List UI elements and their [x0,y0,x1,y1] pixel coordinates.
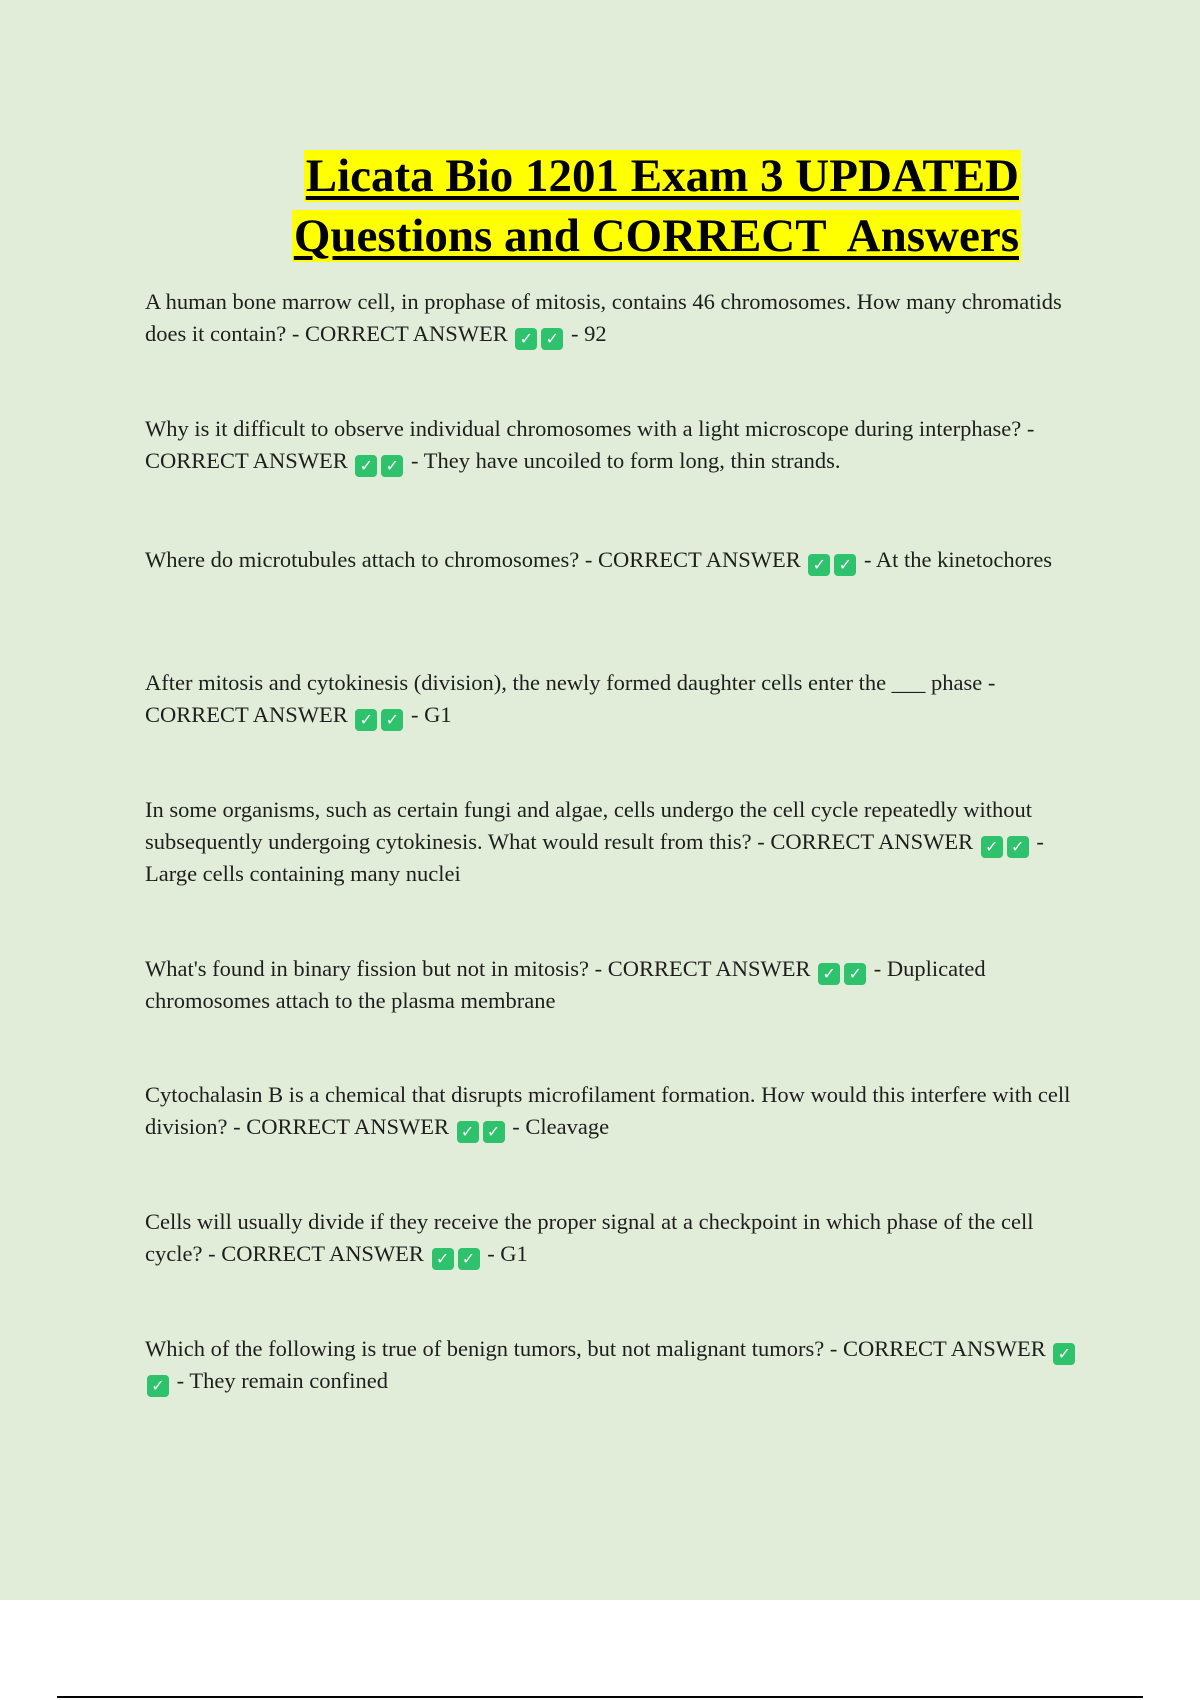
qa-item [145,286,1095,350]
answer-marker: - CORRECT ANSWER [291,321,508,346]
qa-item [145,413,1095,477]
check-icon: ✓ [483,1121,505,1143]
title-line-1: Licata Bio 1201 Exam 3 UPDATED [305,150,1019,202]
check-icon: ✓ [981,836,1003,858]
answer-marker: - CORRECT ANSWER [584,547,801,572]
answer-text: - They have uncoiled to form long, thin strands. [411,448,841,473]
check-icon: ✓ [355,455,377,477]
question-text: In some organisms, such as certain fungi and algae, cells undergo the cell cycle repeatedly without subsequently undergoing cytokinesis. What would result from this? [145,797,1033,854]
answer-text: - G1 [411,702,452,727]
check-icon: ✓ [844,963,866,985]
answer-marker: - CORRECT ANSWER [145,416,1035,473]
question-text: Cytochalasin B is a chemical that disrupts microfilament formation. How would this interfere with cell division? [145,1082,1071,1139]
check-icon: ✓ [355,709,377,731]
qa-item [145,667,1095,731]
footer-divider [57,1696,1143,1698]
check-icon: ✓ [1007,836,1029,858]
check-icon: ✓ [458,1248,480,1270]
answer-text: - Large cells containing many nuclei [145,829,1044,886]
qa-item [145,794,1095,890]
title-line-2: Questions and CORRECT Answers [293,210,1019,262]
qa-item [145,1079,1095,1143]
check-icon: ✓ [381,455,403,477]
check-icon: ✓ [808,554,830,576]
check-icon: ✓ [147,1375,169,1397]
answer-text: - They remain confined [176,1368,389,1393]
answer-marker: - CORRECT ANSWER [233,1114,449,1139]
answer-text: - G1 [487,1241,528,1266]
check-icon: ✓ [457,1121,479,1143]
answer-marker: - CORRECT ANSWER [594,956,811,981]
question-text: After mitosis and cytokinesis (division), the newly formed daughter cells enter the ___ phase [145,670,983,695]
check-icon: ✓ [432,1248,454,1270]
answer-text: - 92 [570,321,607,346]
question-text: Which of the following is true of benign tumors, but not malignant tumors? [145,1336,825,1361]
check-icon: ✓ [381,709,403,731]
answer-text: - Cleavage [512,1114,610,1139]
check-icon: ✓ [1053,1343,1075,1365]
answer-marker: - CORRECT ANSWER [829,1336,1046,1361]
answer-marker: - CORRECT ANSWER [757,829,974,854]
question-text: Cells will usually divide if they receive the proper signal at a checkpoint in which phase of the cell cycle? [145,1209,1034,1266]
qa-item [145,1333,1095,1397]
check-icon: ✓ [818,963,840,985]
question-text: What's found in binary fission but not in mitosis? [145,956,590,981]
qa-item [145,953,1095,1017]
question-text: A human bone marrow cell, in prophase of mitosis, contains 46 chromosomes. How many chromatids does it contain? [145,289,1062,346]
answer-text: - Duplicated chromosomes attach to the plasma membrane [145,956,986,1013]
check-icon: ✓ [515,328,537,350]
qa-item [145,1206,1095,1270]
check-icon: ✓ [834,554,856,576]
check-icon: ✓ [541,328,563,350]
document-title [0,146,1200,266]
question-text: Why is it difficult to observe individual chromosomes with a light microscope during interphase? [145,416,1022,441]
answer-text: - At the kinetochores [863,547,1053,572]
question-text: Where do microtubules attach to chromosomes? [145,547,580,572]
answer-marker: - CORRECT ANSWER [208,1241,424,1266]
qa-item [145,544,1095,576]
answer-marker: - CORRECT ANSWER [145,670,996,727]
